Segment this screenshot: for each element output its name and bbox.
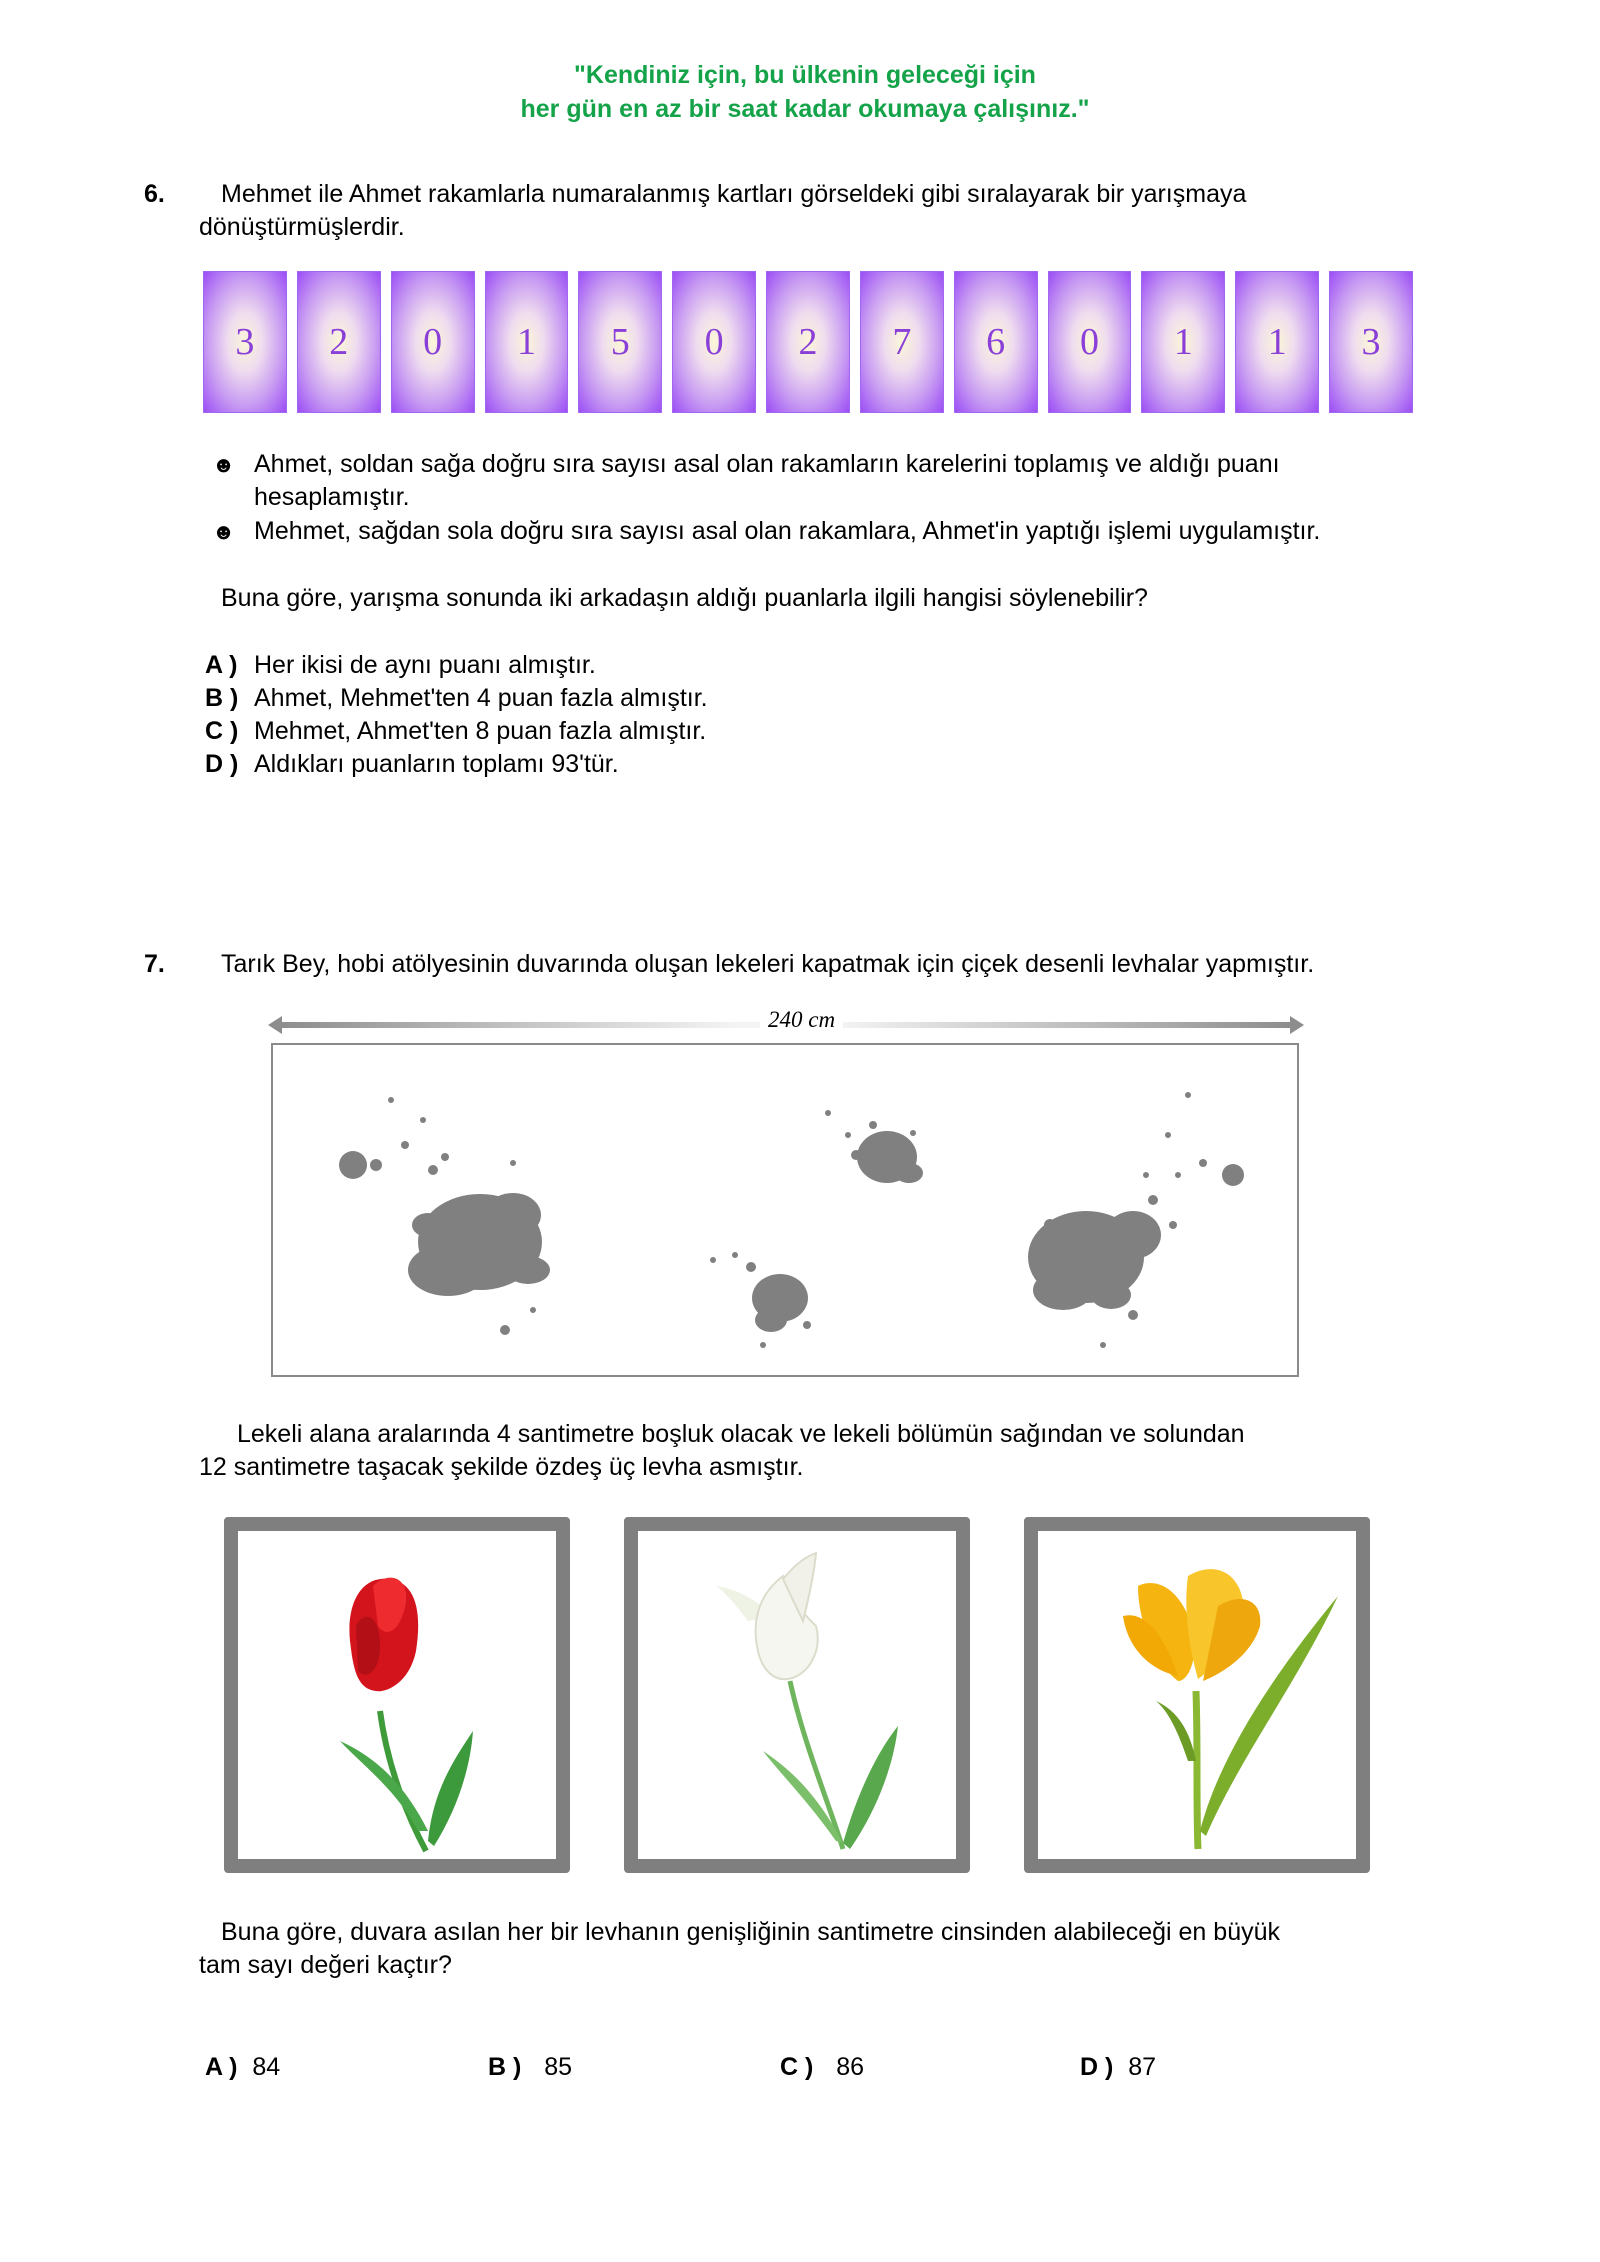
number-card: 1 xyxy=(485,271,569,413)
flower-panel-yellow-crocus xyxy=(1024,1517,1370,1873)
question-7-prompt-line1: Buna göre, duvara asılan her bir levhanın genişliğinin santimetre cinsinden alabileceği en büyük xyxy=(221,1918,1280,1946)
option-text: 86 xyxy=(836,2053,865,2081)
option-label: C ) xyxy=(780,2053,814,2081)
option-d[interactable] xyxy=(205,748,619,781)
question-7-number: 7. xyxy=(144,950,165,978)
option-label: D ) xyxy=(1080,2053,1114,2081)
bullet-2: Mehmet, sağdan sola doğru sıra sayısı asal olan rakamlara, Ahmet'in yaptığı işlemi uygulamıştır. xyxy=(254,517,1321,545)
number-card: 0 xyxy=(672,271,756,413)
red-tulip-icon xyxy=(238,1531,556,1859)
bullet-1-line2: hesaplamıştır. xyxy=(254,483,410,511)
option-label: B ) xyxy=(488,2053,522,2081)
option-text: 87 xyxy=(1128,2053,1157,2081)
number-card: 6 xyxy=(954,271,1038,413)
motto-line-2: her gün en az bir saat kadar okumaya çalışınız." xyxy=(520,95,1090,123)
option-text: Her ikisi de aynı puanı almıştır. xyxy=(254,651,596,679)
number-card: 3 xyxy=(1329,271,1413,413)
number-card: 2 xyxy=(297,271,381,413)
question-7-intro: Tarık Bey, hobi atölyesinin duvarında oluşan lekeleri kapatmak için çiçek desenli levhalar yapmıştır. xyxy=(221,950,1315,978)
option-text: Mehmet, Ahmet'ten 8 puan fazla almıştır. xyxy=(254,717,707,745)
smiley-bullet-icon: ☻ xyxy=(212,452,236,477)
number-card: 1 xyxy=(1141,271,1225,413)
number-card: 2 xyxy=(766,271,850,413)
option-label: C ) xyxy=(205,717,239,745)
yellow-crocus-icon xyxy=(1038,1531,1356,1859)
white-tulip-icon xyxy=(638,1531,956,1859)
number-card: 5 xyxy=(578,271,662,413)
option-b[interactable] xyxy=(488,2051,572,2084)
question-6-number: 6. xyxy=(144,180,165,208)
number-card: 7 xyxy=(860,271,944,413)
option-a[interactable] xyxy=(205,2051,280,2084)
number-card: 0 xyxy=(391,271,475,413)
stain-splatters xyxy=(273,1045,1297,1375)
option-text: Aldıkları puanların toplamı 93'tür. xyxy=(254,750,619,778)
option-b[interactable] xyxy=(205,682,708,715)
question-7-para-line2: 12 santimetre taşacak şekilde özdeş üç levha asmıştır. xyxy=(199,1453,804,1481)
option-label: B ) xyxy=(205,684,239,712)
flower-panel-white-tulip xyxy=(624,1517,970,1873)
bullet-1-line1: Ahmet, soldan sağa doğru sıra sayısı asal olan rakamların karelerini toplamış ve aldığı puanı xyxy=(254,450,1280,478)
option-d[interactable] xyxy=(1080,2051,1156,2084)
flower-panel-red-tulip xyxy=(224,1517,570,1873)
option-label: D ) xyxy=(205,750,239,778)
question-6-prompt: Buna göre, yarışma sonunda iki arkadaşın aldığı puanlarla ilgili hangisi söylenebilir? xyxy=(221,584,1148,612)
option-label: A ) xyxy=(205,2053,238,2081)
option-text: Ahmet, Mehmet'ten 4 puan fazla almıştır. xyxy=(254,684,708,712)
option-c[interactable] xyxy=(780,2051,864,2084)
number-card: 3 xyxy=(203,271,287,413)
option-a[interactable] xyxy=(205,649,596,682)
question-7-prompt-line2: tam sayı değeri kaçtır? xyxy=(199,1951,452,1979)
stained-wall xyxy=(271,1043,1299,1377)
option-label: A ) xyxy=(205,651,238,679)
question-7-para-line1: Lekeli alana aralarında 4 santimetre boşluk olacak ve lekeli bölümün sağından ve solundan xyxy=(237,1420,1245,1448)
number-card: 0 xyxy=(1048,271,1132,413)
width-label: 240 cm xyxy=(760,1007,843,1033)
option-c[interactable] xyxy=(205,715,707,748)
motto-line-1: "Kendiniz için, bu ülkenin geleceği için xyxy=(574,61,1036,89)
option-text: 84 xyxy=(252,2053,281,2081)
number-cards xyxy=(203,271,1413,413)
number-card: 1 xyxy=(1235,271,1319,413)
question-6-intro-line1: Mehmet ile Ahmet rakamlarla numaralanmış kartları görseldeki gibi sıralayarak bir yarışmaya xyxy=(221,180,1247,208)
option-text: 85 xyxy=(544,2053,573,2081)
question-6-intro-line2: dönüştürmüşlerdir. xyxy=(199,213,405,241)
smiley-bullet-icon: ☻ xyxy=(212,519,236,544)
